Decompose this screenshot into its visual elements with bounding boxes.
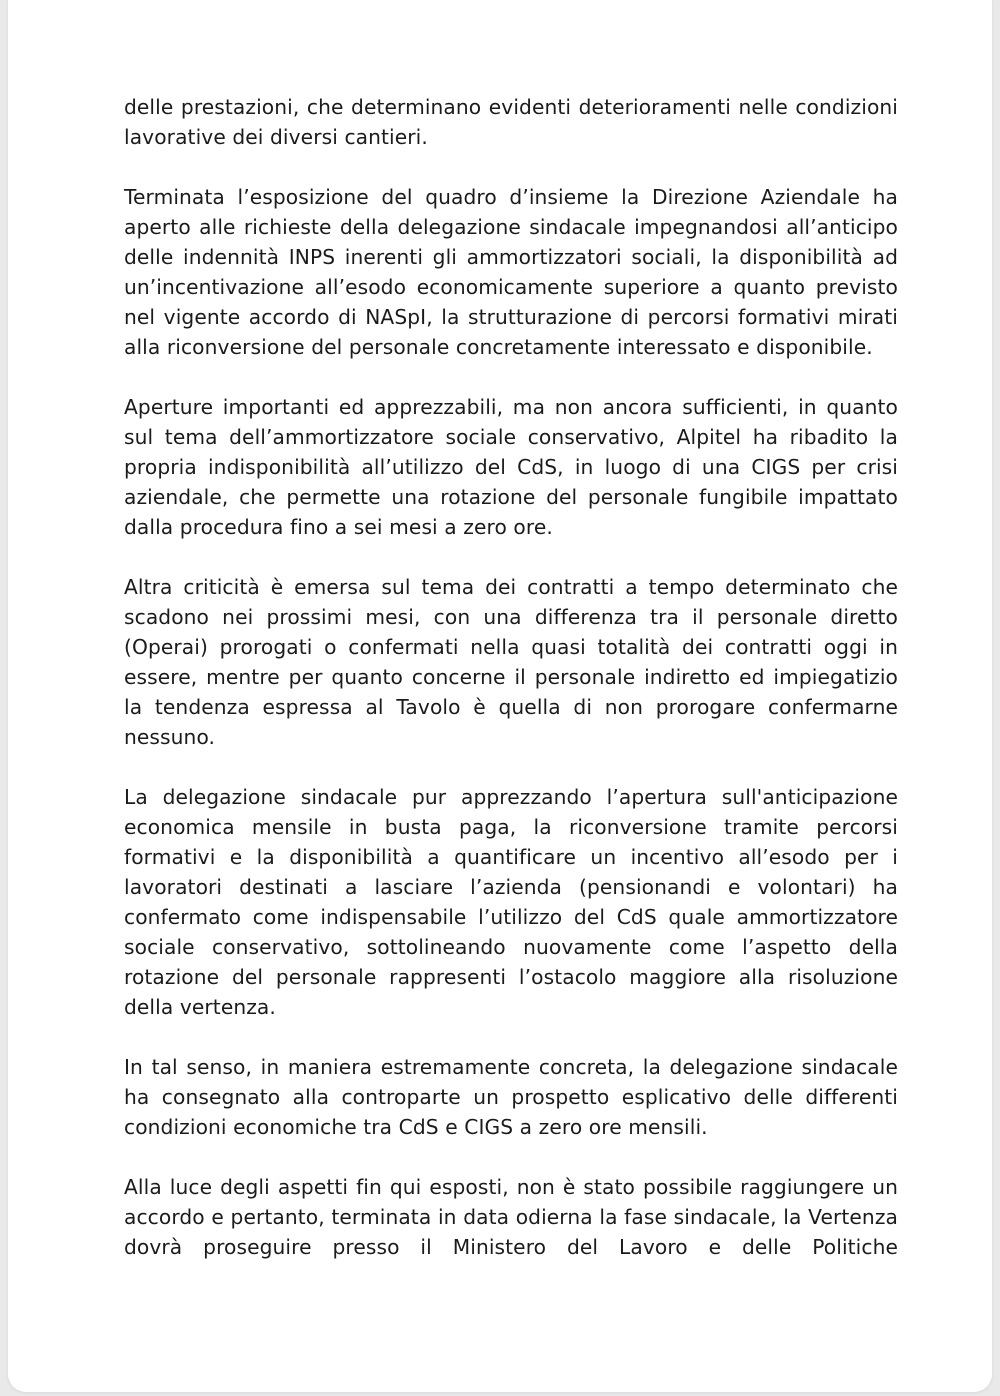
paragraph-prospetto: In tal senso, in maniera estremamente concreta, la delegazione sindacale ha consegnato alla controparte un prospetto esplicativo delle differenti condizioni economiche tra CdS e CIGS a zero ore mensili. (124, 1055, 898, 1139)
paragraph-aperture: Aperture importanti ed apprezzabili, ma non ancora sufficienti, in quanto sul tema dell’ammortizzatore sociale conservativo, Alpitel ha ribadito la propria indisponibilità all’utilizzo del CdS, in luogo di una CIGS per crisi aziendale, che permette una rotazione del personale fungibile impattato dalla procedura fino a sei mesi a zero ore. (124, 395, 898, 539)
paragraph-prestazioni: delle prestazioni, che determinano evidenti deterioramenti nelle condizioni lavorative dei diversi cantieri. (124, 95, 898, 149)
document-page (8, 0, 992, 1392)
document-body (124, 92, 898, 1262)
paragraph-delegazione-sindacale: La delegazione sindacale pur apprezzando l’apertura sull'anticipazione economica mensile in busta paga, la riconversione tramite percorsi formativi e la disponibilità a quantificare un incentivo all’esodo per i lavoratori destinati a lasciare l’azienda (pensionandi e volontari) ha confermato come indispensabile l’utilizzo del CdS quale ammortizzatore sociale conservativo, sottolineando nuovamente come l’aspetto della rotazione del personale rappresenti l’ostacolo maggiore alla risoluzione della vertenza. (124, 785, 898, 1019)
paragraph-direzione-aziendale: Terminata l’esposizione del quadro d’insieme la Direzione Aziendale ha aperto alle richieste della delegazione sindacale impegnandosi all’anticipo delle indennità INPS inerenti gli ammortizzatori sociali, la disponibilità ad un’incentivazione all’esodo economicamente superiore a quanto previsto nel vigente accordo di NASpI, la strutturazione di percorsi formativi mirati alla riconversione del personale concretamente interessato e disponibile. (124, 185, 898, 359)
paragraph-contratti-tempo-determinato: Altra criticità è emersa sul tema dei contratti a tempo determinato che scadono nei prossimi mesi, con una differenza tra il personale diretto (Operai) prorogati o confermati nella quasi totalità dei contratti oggi in essere, mentre per quanto concerne il personale indiretto ed impiegatizio la tendenza espressa al Tavolo è quella di non prorogare confermarne nessuno. (124, 575, 898, 749)
paragraph-conclusione: Alla luce degli aspetti fin qui esposti, non è stato possibile raggiungere un accordo e pertanto, terminata in data odierna la fase sindacale, la Vertenza dovrà proseguire presso il Ministero del Lavoro e delle Politiche (124, 1175, 898, 1259)
